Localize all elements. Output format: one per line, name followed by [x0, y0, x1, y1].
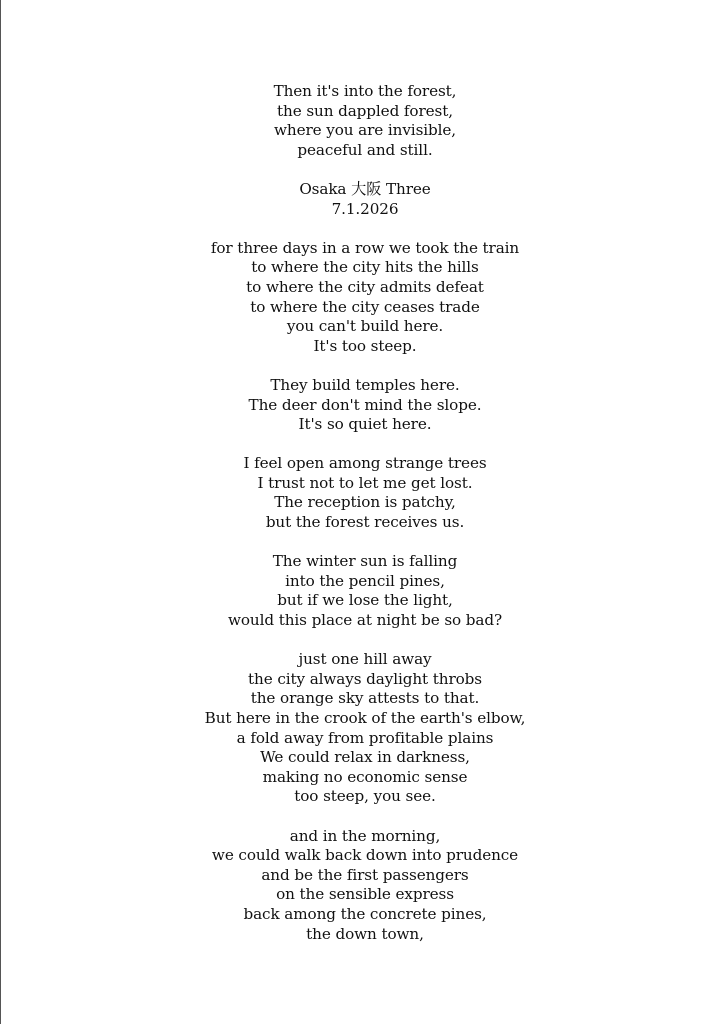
poem-line: We could relax in darkness,	[260, 748, 470, 767]
stanza-1	[1, 82, 728, 160]
poem-heading	[1, 180, 728, 219]
poem-line: peaceful and still.	[297, 140, 433, 159]
stanza-gap	[1, 631, 728, 651]
poem-date: 7.1.2026	[331, 199, 399, 218]
poem-line: Then it's into the forest,	[273, 82, 457, 100]
poem-line: the down town,	[306, 924, 424, 943]
poem-line: and be the first passengers	[261, 865, 469, 884]
poem-line: a fold away from profitable plains	[236, 728, 494, 747]
poem-line: and in the morning,	[289, 826, 441, 845]
poem-line: But here in the crook of the earth's elbow,	[204, 709, 526, 727]
stanza-gap	[1, 533, 728, 553]
poem-line: we could walk back down into prudence	[211, 846, 519, 865]
poem-line: to where the city ceases trade	[250, 297, 480, 316]
poem-line: into the pencil pines,	[285, 571, 445, 590]
poem-line: the orange sky attests to that.	[250, 689, 480, 708]
stanza-gap	[1, 356, 728, 376]
poem-line: It's too steep.	[313, 336, 417, 355]
poem-line: The winter sun is falling	[272, 552, 458, 571]
stanza-4	[1, 454, 728, 532]
stanza-5	[1, 552, 728, 630]
poem-line: They build temples here.	[270, 375, 460, 394]
stanza-gap	[1, 807, 728, 827]
stanza-6	[1, 650, 728, 807]
poem-line: would this place at night be so bad?	[227, 611, 503, 630]
poem-title: Osaka 大阪 Three	[299, 179, 431, 198]
stanza-gap	[1, 435, 728, 455]
poem-line: I feel open among strange trees	[243, 454, 487, 473]
stanza-gap	[1, 219, 728, 239]
poem-line: too steep, you see.	[294, 787, 436, 806]
poem-line: I trust not to let me get lost.	[257, 473, 473, 492]
poem-line: It's so quiet here.	[298, 415, 432, 434]
poem-line: where you are invisible,	[273, 121, 457, 140]
poem-line: to where the city admits defeat	[246, 277, 484, 296]
poem-line: making no economic sense	[262, 767, 468, 786]
poem-line: the sun dappled forest,	[277, 101, 453, 120]
poem-line: The deer don't mind the slope.	[248, 395, 482, 414]
poem-line: but the forest receives us.	[265, 513, 465, 532]
stanza-7	[1, 827, 728, 945]
stanza-gap	[1, 160, 728, 180]
poem-line: to where the city hits the hills	[251, 258, 479, 277]
poem-line: but if we lose the light,	[277, 591, 453, 610]
stanza-2	[1, 239, 728, 357]
poem-line: back among the concrete pines,	[243, 904, 487, 923]
poem-line: for three days in a row we took the train	[210, 238, 520, 257]
poem-line: you can't build here.	[286, 317, 444, 336]
poem-body	[1, 82, 728, 944]
poem-line: the city always daylight throbs	[248, 669, 482, 688]
poem-line: just one hill away	[298, 650, 432, 669]
poem-line: The reception is patchy,	[274, 493, 456, 512]
stanza-3	[1, 376, 728, 435]
poem-line: on the sensible express	[276, 885, 454, 904]
